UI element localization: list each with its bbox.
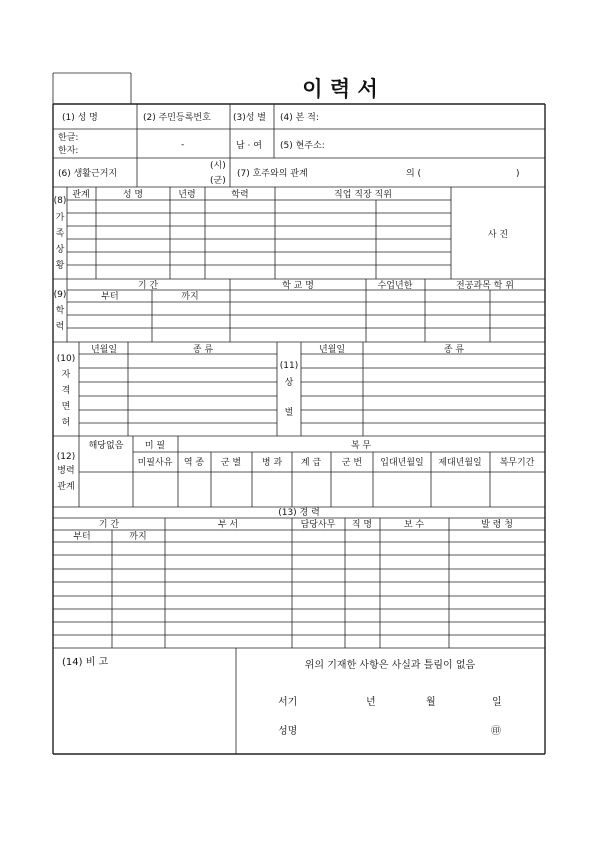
edu-header-to: 까지 [181, 292, 199, 302]
military-header-enlist: 입대년월일 [380, 458, 424, 468]
seal-icon: ㊞ [491, 726, 501, 737]
career-header-duty: 담당사무 [300, 520, 336, 530]
label-relation: (7) 호주와의 관계 [237, 169, 308, 179]
label-resident-number: (2) 주민등록번호 [143, 113, 211, 123]
license-side-5: 허 [61, 418, 71, 428]
license-header-date: 년월일 [90, 345, 118, 355]
family-side-3: 족 [55, 229, 65, 239]
photo-label: 사 진 [487, 230, 509, 240]
sign-month: 월 [426, 697, 436, 708]
sign-name-label: 성명 [278, 726, 298, 737]
military-header-type: 역 종 [183, 458, 205, 468]
edu-header-school: 학 교 명 [282, 281, 314, 291]
license-side-1: (10) [56, 354, 76, 364]
label-hanja: 한자: [58, 146, 79, 156]
sign-statement: 위의 기재한 사항은 사실과 틀림이 없음 [304, 660, 476, 671]
military-header-reason: 미필사유 [137, 458, 173, 468]
label-name: (1) 성 명 [62, 113, 98, 123]
family-header-name: 성 명 [122, 190, 144, 200]
military-header-rank: 계 급 [300, 458, 322, 468]
edu-header-years: 수업년한 [377, 281, 413, 291]
label-hangul: 한글: [58, 133, 79, 143]
award-side-2: 상 [284, 378, 294, 388]
remarks-label: (14) 비 고 [62, 657, 109, 668]
family-side-5: 황 [55, 261, 65, 271]
family-header-job: 직업 직장 직위 [334, 190, 392, 200]
sign-year-label: 서기 [278, 697, 298, 708]
sign-year: 년 [366, 697, 376, 708]
family-header-age: 년령 [178, 190, 196, 200]
military-na: 해당없음 [88, 441, 124, 451]
label-residence: (6) 생활근거지 [58, 169, 118, 179]
family-header-education: 학력 [231, 190, 249, 200]
label-gender: (3)성 별 [233, 113, 266, 123]
label-address: (5) 현주소: [280, 141, 325, 151]
form-title: 이 력 서 [302, 77, 378, 101]
award-side-1: (11) [279, 361, 299, 371]
license-header-type: 종 류 [192, 345, 214, 355]
edu-side-3: 력 [55, 322, 65, 332]
career-header-dept: 부 서 [217, 520, 239, 530]
edu-header-from: 부터 [101, 292, 119, 302]
edu-side-2: 학 [55, 306, 65, 316]
military-side-1: (12) [56, 452, 76, 462]
military-header-term: 복무기간 [499, 458, 535, 468]
career-title: (13) 경 력 [278, 508, 320, 518]
military-side-3: 관계 [57, 482, 75, 492]
career-header-salary: 보 수 [403, 520, 425, 530]
military-header-branch: 군 별 [220, 458, 242, 468]
edu-header-major: 전공과목 학 위 [456, 281, 514, 291]
label-gun: (군) [210, 176, 226, 186]
family-side-4: 상 [55, 245, 65, 255]
military-service: 복 무 [350, 441, 372, 451]
family-header-relation: 관계 [72, 190, 90, 200]
military-unfinished: 미 필 [144, 441, 166, 451]
military-header-number: 군 번 [341, 458, 363, 468]
career-header-issuer: 발 령 청 [481, 520, 513, 530]
license-side-2: 자 [61, 370, 71, 380]
family-side-1: (8) [53, 196, 67, 206]
resident-dash: - [181, 140, 185, 150]
military-header-discharge: 제대년월일 [438, 458, 482, 468]
military-header-specialty: 병 과 [261, 458, 283, 468]
label-ui: 의 ( [406, 169, 422, 179]
award-header-date: 년월일 [318, 345, 346, 355]
career-header-position: 직 명 [351, 520, 373, 530]
edu-header-period: 기 간 [137, 281, 159, 291]
gender-value: 남 · 여 [236, 141, 262, 151]
license-side-3: 격 [61, 386, 71, 396]
label-origin: (4) 본 적: [280, 113, 319, 123]
career-header-to: 까지 [129, 532, 147, 542]
label-close-paren: ) [516, 169, 520, 179]
award-header-type: 종 류 [443, 345, 465, 355]
award-side-3: 벌 [284, 408, 294, 418]
career-header-from: 부터 [73, 532, 91, 542]
edu-side-1: (9) [53, 290, 67, 300]
family-side-2: 가 [55, 213, 65, 223]
sign-day: 일 [492, 697, 502, 708]
career-header-period: 기 간 [98, 520, 120, 530]
military-side-2: 병력 [57, 466, 75, 476]
label-si: (시) [210, 161, 226, 171]
license-side-4: 면 [61, 402, 71, 412]
